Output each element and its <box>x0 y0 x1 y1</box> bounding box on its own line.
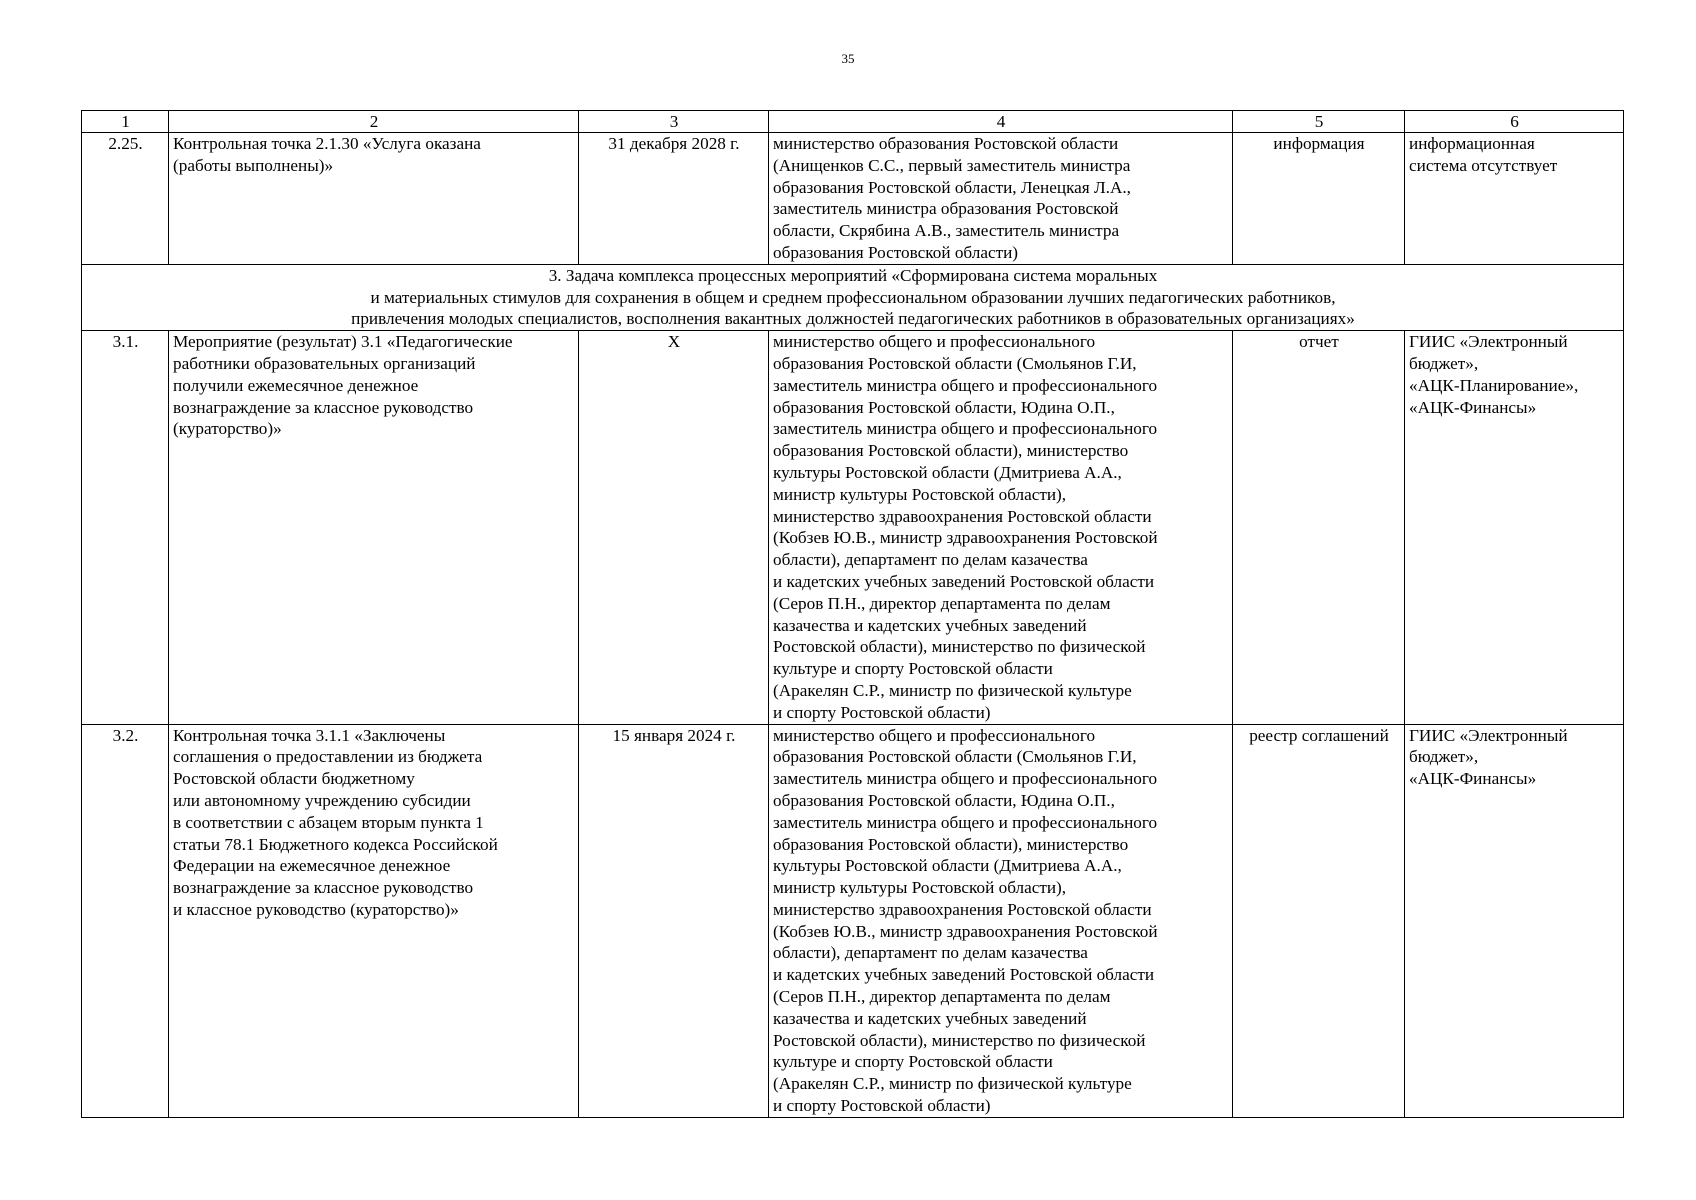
header-col-5: 5 <box>1233 111 1405 133</box>
table-row-3-1 <box>82 331 1624 724</box>
section-heading-row <box>82 264 1624 330</box>
row-date: 15 января 2024 г. <box>579 724 769 1117</box>
row-info-system: информационная система отсутствует <box>1405 133 1624 265</box>
row-responsible: министерство общего и профессионального образования Ростовской области (Смольянов Г.И, заместитель министра общего и профессионального образования Ростовской области, Юдина О.П., заместитель министра общего и профессионального образования Ростовской области), министерство культуры Ростовской области (Дмитриева А.А., министр культуры Ростовской области), министерство здравоохранения Ростовской области (Кобзев Ю.В., министр здравоохранения Ростовской области), департамент по делам казачества и кадетских учебных заведений Ростовской области (Серов П.Н., директор департамента по делам казачества и кадетских учебных заведений Ростовской области), министерство по физической культуре и спорту Ростовской области (Аракелян С.Р., министр по физической культуре и спорту Ростовской области) <box>769 724 1233 1117</box>
header-col-4: 4 <box>769 111 1233 133</box>
section-3-heading: 3. Задача комплекса процессных мероприятий «Сформирована система моральных и материальных стимулов для сохранения в общем и среднем профессиональном образовании лучших педагогических работников, привлечения молодых специалистов, восполнения вакантных должностей педагогических работников в образовательных организациях» <box>82 264 1624 330</box>
row-document-type: реестр соглашений <box>1233 724 1405 1117</box>
row-number: 2.25. <box>82 133 169 265</box>
row-number: 3.2. <box>82 724 169 1117</box>
table-row-2-25 <box>82 133 1624 265</box>
row-info-system: ГИИС «Электронный бюджет», «АЦК-Финансы» <box>1405 724 1624 1117</box>
header-col-6: 6 <box>1405 111 1624 133</box>
page-number: 35 <box>841 51 855 66</box>
row-document-type: отчет <box>1233 331 1405 724</box>
header-col-1: 1 <box>82 111 169 133</box>
row-document-type: информация <box>1233 133 1405 265</box>
row-responsible: министерство общего и профессионального образования Ростовской области (Смольянов Г.И, заместитель министра общего и профессионального образования Ростовской области, Юдина О.П., заместитель министра общего и профессионального образования Ростовской области), министерство культуры Ростовской области (Дмитриева А.А., министр культуры Ростовской области), министерство здравоохранения Ростовской области (Кобзев Ю.В., министр здравоохранения Ростовской области), департамент по делам казачества и кадетских учебных заведений Ростовской области (Серов П.Н., директор департамента по делам казачества и кадетских учебных заведений Ростовской области), министерство по физической культуре и спорту Ростовской области (Аракелян С.Р., министр по физической культуре и спорту Ростовской области) <box>769 331 1233 724</box>
header-col-3: 3 <box>579 111 769 133</box>
row-name: Мероприятие (результат) 3.1 «Педагогические работники образовательных организаций получили ежемесячное денежное вознаграждение за классное руководство (кураторство)» <box>169 331 579 724</box>
row-responsible: министерство образования Ростовской области (Анищенков С.С., первый заместитель министра образования Ростовской области, Ленецкая Л.А., заместитель министра образования Ростовской области, Скрябина А.В., заместитель министра образования Ростовской области) <box>769 133 1233 265</box>
row-date: 31 декабря 2028 г. <box>579 133 769 265</box>
row-info-system: ГИИС «Электронный бюджет», «АЦК-Планирование», «АЦК-Финансы» <box>1405 331 1624 724</box>
row-name: Контрольная точка 2.1.30 «Услуга оказана (работы выполнены)» <box>169 133 579 265</box>
header-col-2: 2 <box>169 111 579 133</box>
table-row-3-2 <box>82 724 1624 1117</box>
table-header-row <box>82 111 1624 133</box>
row-name: Контрольная точка 3.1.1 «Заключены соглашения о предоставлении из бюджета Ростовской области бюджетному или автономному учреждению субсидии в соответствии с абзацем вторым пункта 1 статьи 78.1 Бюджетного кодекса Российской Федерации на ежемесячное денежное вознаграждение за классное руководство и классное руководство (кураторство)» <box>169 724 579 1117</box>
plan-table <box>81 110 1624 1118</box>
row-number: 3.1. <box>82 331 169 724</box>
row-date: Х <box>579 331 769 724</box>
